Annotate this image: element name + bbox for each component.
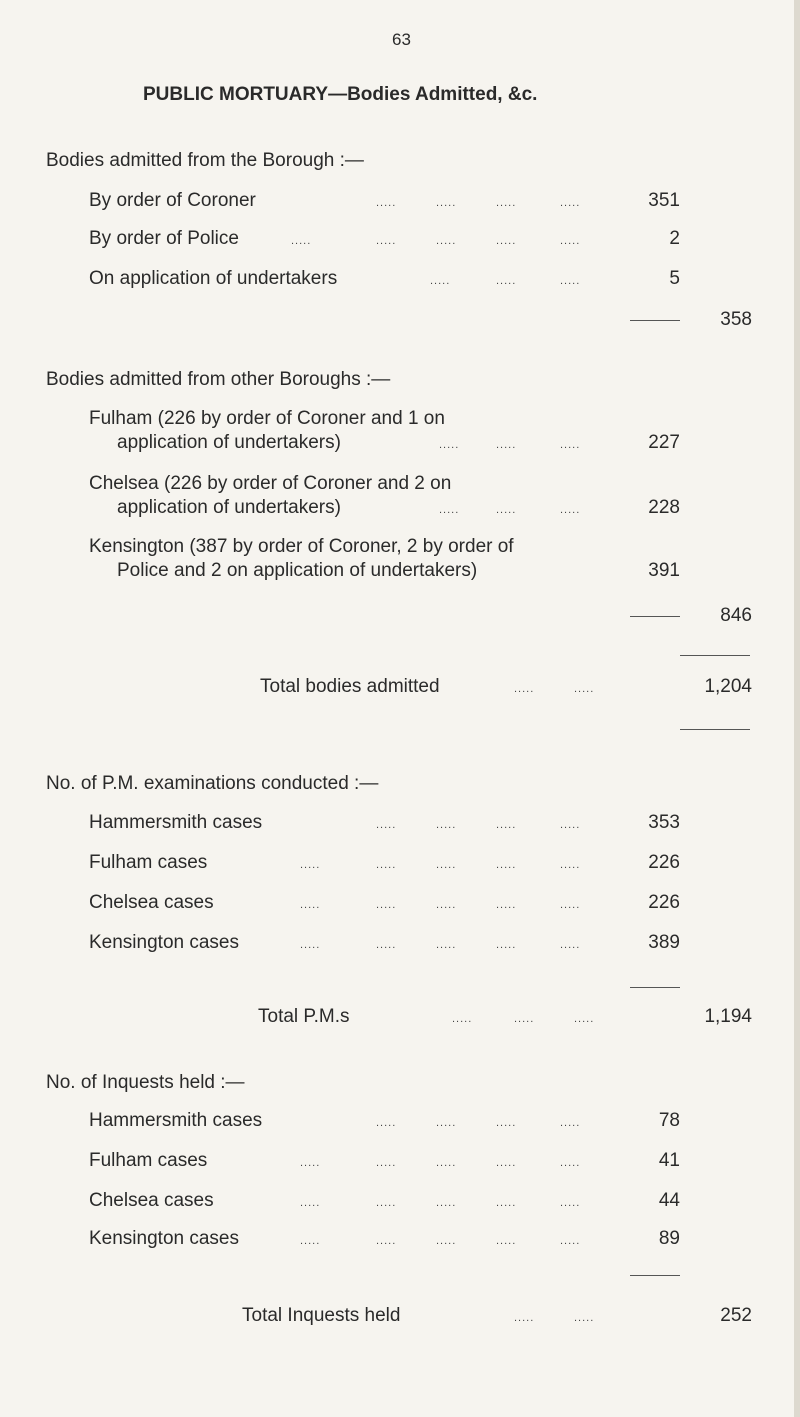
dot-leader: ..... — [560, 197, 581, 209]
dot-leader: ..... — [496, 1157, 517, 1169]
row-label: By order of Coroner — [89, 190, 256, 211]
dot-leader: ..... — [496, 1235, 517, 1247]
row-label-cont: application of undertakers) — [117, 432, 341, 453]
dot-leader: ..... — [436, 1197, 457, 1209]
row-value: 78 — [658, 1110, 680, 1131]
dot-leader: ..... — [436, 1117, 457, 1129]
page-edge — [794, 0, 800, 1417]
total-bodies-label: Total bodies admitted — [260, 676, 440, 697]
row-label: By order of Police — [89, 228, 239, 249]
row-label: Kensington cases — [89, 932, 239, 953]
row-value: 89 — [658, 1228, 680, 1249]
row-value: 228 — [648, 497, 680, 518]
dot-leader: ..... — [439, 439, 460, 451]
dot-leader: ..... — [376, 1157, 397, 1169]
pm-heading: No. of P.M. examinations conducted :— — [46, 773, 379, 794]
dot-leader: ..... — [496, 1197, 517, 1209]
dot-leader: ..... — [376, 1235, 397, 1247]
dot-leader: ..... — [376, 1117, 397, 1129]
total-rule-top — [680, 655, 750, 656]
row-label: Chelsea (226 by order of Coroner and 2 on — [89, 473, 452, 494]
dot-leader: ..... — [496, 275, 517, 287]
subtotal-rule — [630, 616, 680, 617]
dot-leader: ..... — [436, 197, 457, 209]
dot-leader: ..... — [496, 439, 517, 451]
dot-leader: ..... — [560, 939, 581, 951]
dot-leader: ..... — [514, 1312, 535, 1324]
dot-leader: ..... — [574, 683, 595, 695]
dot-leader: ..... — [376, 859, 397, 871]
subtotal-rule — [630, 987, 680, 988]
dot-leader: ..... — [514, 683, 535, 695]
dot-leader: ..... — [376, 197, 397, 209]
dot-leader: ..... — [496, 859, 517, 871]
row-value: 226 — [648, 852, 680, 873]
row-label-cont: Police and 2 on application of undertakers) — [117, 560, 478, 581]
dot-leader: ..... — [560, 859, 581, 871]
dot-leader: ..... — [436, 939, 457, 951]
row-value: 351 — [648, 190, 680, 211]
dot-leader: ..... — [496, 939, 517, 951]
dot-leader: ..... — [574, 1312, 595, 1324]
row-label: Chelsea cases — [89, 892, 214, 913]
row-label: Hammersmith cases — [89, 812, 263, 833]
dot-leader: ..... — [436, 819, 457, 831]
dot-leader: ..... — [291, 235, 312, 247]
inquests-heading: No. of Inquests held :— — [46, 1072, 245, 1093]
dot-leader: ..... — [300, 899, 321, 911]
total-rule-bottom — [680, 729, 750, 730]
page-number: 63 — [392, 30, 411, 49]
dot-leader: ..... — [436, 1235, 457, 1247]
dot-leader: ..... — [560, 235, 581, 247]
dot-leader: ..... — [300, 1197, 321, 1209]
row-value: 226 — [648, 892, 680, 913]
row-value: 5 — [669, 268, 680, 289]
dot-leader: ..... — [560, 1197, 581, 1209]
dot-leader: ..... — [376, 899, 397, 911]
dot-leader: ..... — [376, 939, 397, 951]
dot-leader: ..... — [452, 1013, 473, 1025]
dot-leader: ..... — [496, 235, 517, 247]
dot-leader: ..... — [439, 504, 460, 516]
row-value: 2 — [669, 228, 680, 249]
dot-leader: ..... — [436, 859, 457, 871]
subtotal-rule — [630, 320, 680, 321]
dot-leader: ..... — [560, 504, 581, 516]
dot-leader: ..... — [376, 819, 397, 831]
dot-leader: ..... — [496, 819, 517, 831]
subtotal-rule — [630, 1275, 680, 1276]
dot-leader: ..... — [496, 504, 517, 516]
other-heading: Bodies admitted from other Boroughs :— — [46, 369, 391, 390]
row-label: Fulham (226 by order of Coroner and 1 on — [89, 408, 445, 429]
dot-leader: ..... — [560, 1117, 581, 1129]
borough-subtotal: 358 — [720, 309, 752, 330]
dot-leader: ..... — [560, 275, 581, 287]
total-inquests-label: Total Inquests held — [242, 1305, 401, 1326]
borough-heading: Bodies admitted from the Borough :— — [46, 150, 364, 171]
dot-leader: ..... — [300, 1157, 321, 1169]
dot-leader: ..... — [496, 899, 517, 911]
row-label: Chelsea cases — [89, 1190, 214, 1211]
dot-leader: ..... — [496, 1117, 517, 1129]
other-subtotal: 846 — [720, 605, 752, 626]
dot-leader: ..... — [560, 1235, 581, 1247]
total-bodies-value: 1,204 — [704, 676, 752, 697]
dot-leader: ..... — [436, 235, 457, 247]
dot-leader: ..... — [574, 1013, 595, 1025]
row-label-cont: application of undertakers) — [117, 497, 341, 518]
dot-leader: ..... — [430, 275, 451, 287]
row-value: 353 — [648, 812, 680, 833]
row-label: Kensington cases — [89, 1228, 239, 1249]
row-label: Fulham cases — [89, 852, 208, 873]
total-pm-value: 1,194 — [704, 1006, 752, 1027]
row-label: Kensington (387 by order of Coroner, 2 by order of — [89, 536, 514, 557]
row-value: 389 — [648, 932, 680, 953]
row-label: Fulham cases — [89, 1150, 208, 1171]
dot-leader: ..... — [300, 1235, 321, 1247]
row-value: 391 — [648, 560, 680, 581]
row-value: 44 — [658, 1190, 680, 1211]
dot-leader: ..... — [560, 1157, 581, 1169]
dot-leader: ..... — [436, 1157, 457, 1169]
dot-leader: ..... — [300, 939, 321, 951]
dot-leader: ..... — [560, 439, 581, 451]
total-inquests-value: 252 — [720, 1305, 752, 1326]
dot-leader: ..... — [376, 1197, 397, 1209]
dot-leader: ..... — [300, 859, 321, 871]
row-label: On application of undertakers — [89, 268, 338, 289]
row-value: 41 — [658, 1150, 680, 1171]
row-label: Hammersmith cases — [89, 1110, 263, 1131]
page-title: PUBLIC MORTUARY—Bodies Admitted, &c. — [143, 84, 538, 105]
dot-leader: ..... — [560, 819, 581, 831]
dot-leader: ..... — [560, 899, 581, 911]
dot-leader: ..... — [436, 899, 457, 911]
dot-leader: ..... — [376, 235, 397, 247]
dot-leader: ..... — [496, 197, 517, 209]
row-value: 227 — [648, 432, 680, 453]
total-pm-label: Total P.M.s — [258, 1006, 350, 1027]
dot-leader: ..... — [514, 1013, 535, 1025]
